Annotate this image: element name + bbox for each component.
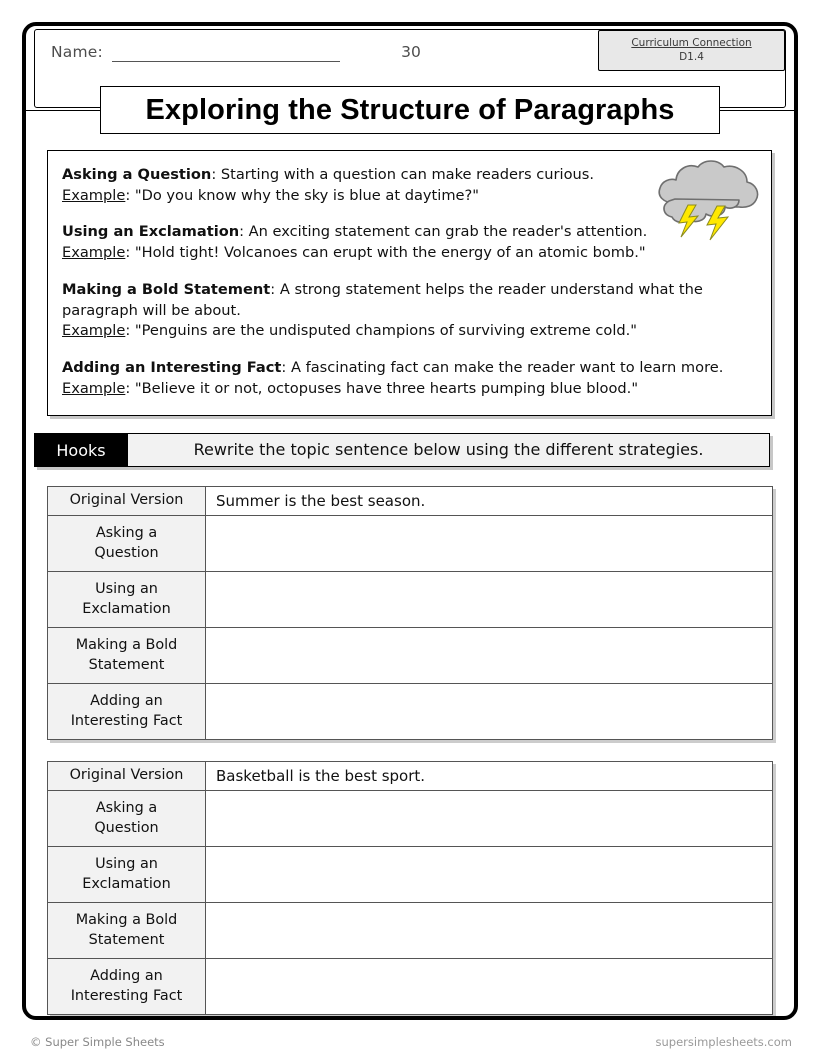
name-input-line[interactable]	[112, 61, 340, 62]
strategy-example	[62, 186, 662, 207]
strategy-example-label: Example	[62, 322, 126, 340]
strategy-description	[62, 222, 662, 243]
curriculum-connection-badge	[598, 30, 785, 71]
original-version-value: Basketball is the best sport.	[206, 762, 773, 791]
strategy-example-text: : "Hold tight! Volcanoes can erupt with the energy of an atomic bomb."	[125, 244, 646, 262]
name-label: Name:	[51, 43, 103, 61]
strategy-item	[62, 358, 752, 399]
hooks-section-bar	[34, 433, 770, 467]
strategy-lead: Making a Bold Statement	[62, 280, 271, 298]
strategy-example	[62, 243, 662, 264]
strategy-lead: Using an Exclamation	[62, 223, 240, 241]
answer-field[interactable]	[206, 684, 773, 740]
strategy-row-label: Asking a Question	[48, 516, 206, 572]
strategy-row-label: Using an Exclamation	[48, 572, 206, 628]
strategy-description	[62, 358, 752, 379]
table-row	[48, 684, 773, 740]
answer-field[interactable]	[206, 516, 773, 572]
title-rule-left	[26, 110, 106, 111]
rewrite-table-2	[47, 761, 773, 1015]
answer-field[interactable]	[206, 791, 773, 847]
hooks-section-instruction: Rewrite the topic sentence below using the different strategies.	[128, 433, 770, 467]
page-title: Exploring the Structure of Paragraphs	[145, 93, 675, 126]
strategy-example	[62, 379, 752, 400]
strategy-item	[62, 222, 752, 263]
table-row	[48, 903, 773, 959]
strategy-lead: Asking a Question	[62, 166, 212, 183]
strategy-example-label: Example	[62, 244, 126, 262]
original-version-value: Summer is the best season.	[206, 487, 773, 516]
strategy-row-label: Making a Bold Statement	[48, 903, 206, 959]
original-version-label: Original Version	[48, 487, 206, 516]
strategy-example-text: : "Believe it or not, octopuses have three hearts pumping blue blood."	[125, 379, 639, 397]
page-footer	[0, 1035, 820, 1055]
strategies-reference-box	[47, 150, 772, 416]
table-row	[48, 572, 773, 628]
strategy-description	[62, 165, 662, 186]
table-row	[48, 628, 773, 684]
table-row	[48, 791, 773, 847]
page-number: 30	[401, 43, 421, 61]
table-row	[48, 847, 773, 903]
strategy-example	[62, 321, 752, 342]
strategy-example-label: Example	[62, 379, 126, 397]
table-row	[48, 516, 773, 572]
answer-field[interactable]	[206, 572, 773, 628]
strategy-row-label: Making a Bold Statement	[48, 628, 206, 684]
strategy-example-text: : "Do you know why the sky is blue at daytime?"	[125, 186, 479, 204]
curriculum-connection-title: Curriculum Connection	[631, 37, 752, 50]
strategy-desc-text: : An exciting statement can grab the reader's attention.	[239, 223, 648, 241]
strategy-example-label: Example	[62, 186, 126, 204]
answer-field[interactable]	[206, 628, 773, 684]
rewrite-table-1	[47, 486, 773, 740]
answer-field[interactable]	[206, 959, 773, 1015]
page-title-box	[100, 86, 720, 134]
strategy-lead: Adding an Interesting Fact	[62, 359, 282, 377]
table-row	[48, 959, 773, 1015]
strategy-desc-text: : A strong statement helps the reader understand what the paragraph will be about.	[62, 280, 703, 319]
title-rule-right	[714, 110, 794, 111]
table-row	[48, 762, 773, 791]
strategy-row-label: Using an Exclamation	[48, 847, 206, 903]
strategy-row-label: Adding an Interesting Fact	[48, 684, 206, 740]
strategy-item	[62, 165, 752, 206]
copyright-text: © Super Simple Sheets	[30, 1035, 165, 1049]
original-version-label: Original Version	[48, 762, 206, 791]
strategy-desc-text: : Starting with a question can make readers curious.	[211, 166, 594, 183]
strategy-description	[62, 281, 703, 319]
strategy-example-text: : "Penguins are the undisputed champions of surviving extreme cold."	[125, 322, 637, 340]
hooks-section-tag: Hooks	[34, 433, 128, 467]
strategy-desc-text: : A fascinating fact can make the reader want to learn more.	[281, 359, 724, 377]
strategy-item	[62, 280, 752, 342]
answer-field[interactable]	[206, 903, 773, 959]
strategy-row-label: Adding an Interesting Fact	[48, 959, 206, 1015]
curriculum-connection-code: D1.4	[679, 50, 704, 63]
strategy-row-label: Asking a Question	[48, 791, 206, 847]
website-text: supersimplesheets.com	[655, 1035, 792, 1049]
table-row	[48, 487, 773, 516]
answer-field[interactable]	[206, 847, 773, 903]
